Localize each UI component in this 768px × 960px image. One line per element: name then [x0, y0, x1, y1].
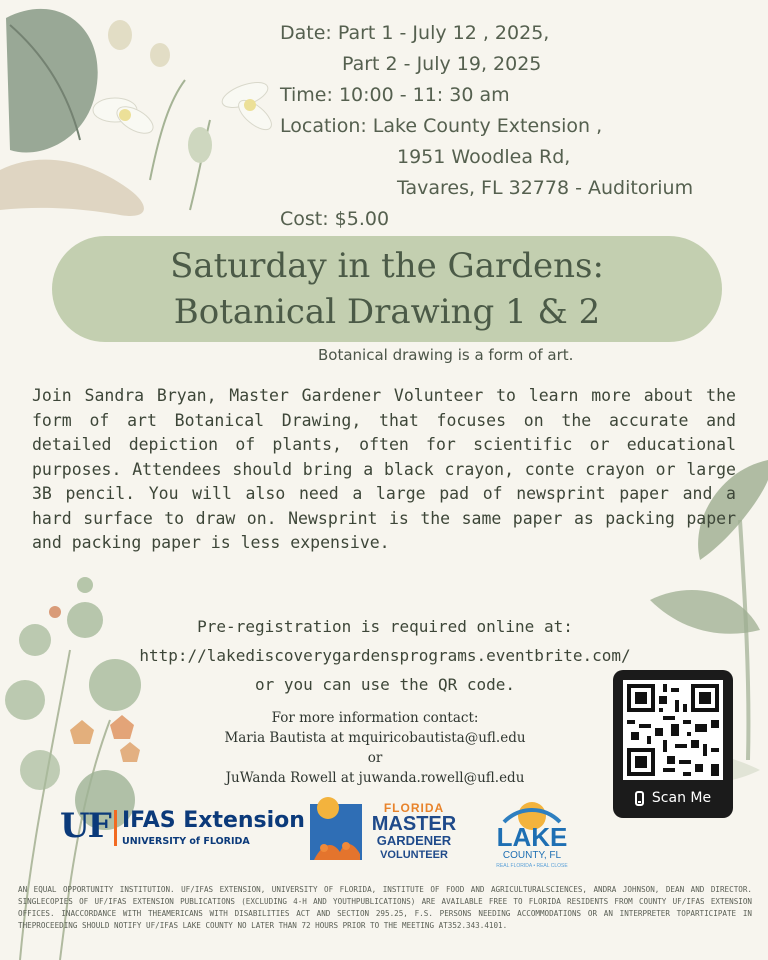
title-line-2: Botanical Drawing 1 & 2 — [173, 292, 601, 332]
lake-name: LAKE — [496, 822, 568, 852]
location-line-3: Tavares, FL 32778 - Auditorium — [397, 177, 694, 199]
contact-or: or — [367, 750, 383, 766]
contact-maria[interactable]: Maria Bautista at mquiricobautista@ufl.edu — [224, 730, 526, 746]
lake-tagline: REAL FLORIDA • REAL CLOSE — [496, 863, 568, 869]
description-paragraph: Join Sandra Bryan, Master Gardener Volunteer to learn more about the form of art Botanical Drawing, that focuses on the accurate and detailed depiction of plants, often for scientific or educational purposes. Attendees should bring a black crayon, conte crayon or large 3B pencil. You will also need a large pad of newsprint paper and a hard surface to draw on. Newsprint is the same paper as packing paper and packing paper is less expensive. — [32, 386, 736, 552]
title-line-1: Saturday in the Gardens: — [170, 246, 604, 286]
date-line-1: Date: Part 1 - July 12 , 2025, — [280, 22, 550, 44]
uf-mark: UF — [60, 806, 110, 846]
uf-university-text: UNIVERSITY of FLORIDA — [122, 836, 250, 847]
contact-juwanda[interactable]: JuWanda Rowell at juwanda.rowell@ufl.edu — [225, 770, 525, 786]
title-banner — [52, 236, 722, 342]
uf-ifas-text: IFAS Extension — [122, 808, 305, 833]
mg-line-3: GARDENER — [376, 833, 452, 848]
time-line: Time: 10:00 - 11: 30 am — [280, 84, 510, 106]
lake-county: COUNTY, FL — [502, 850, 562, 861]
registration-url[interactable]: http://lakediscoverygardensprograms.eventbrite.com/ — [139, 646, 631, 665]
date-line-2: Part 2 - July 19, 2025 — [342, 53, 542, 75]
mg-line-2: MASTER — [371, 813, 457, 835]
location-line-1: Location: Lake County Extension , — [280, 115, 603, 137]
phone-icon — [635, 791, 644, 806]
contact-heading: For more information contact: — [271, 710, 479, 726]
qr-code[interactable] — [623, 680, 723, 780]
event-details — [280, 18, 693, 235]
master-gardener-logo — [310, 794, 466, 864]
uf-ifas-logo — [60, 806, 305, 850]
uf-divider — [114, 810, 117, 846]
registration-line-3: or you can use the QR code. — [254, 675, 516, 694]
scan-me-text: Scan Me — [651, 790, 712, 806]
footer-disclaimer: AN EQUAL OPPORTUNITY INSTITUTION. UF/IFAS EXTENSION, UNIVERSITY OF FLORIDA, INSTITUTE OF FOOD AND AGRICULTURALSCIENCES, ANDRA JOHNSON, DEAN AND DIRECTOR. SINGLECOPIES OF UF/IFAS EXTENSION PUBLICATIONS (EXCLUDING 4-H AND YOUTHPUBLICATIONS) ARE AVAILABLE FREE TO FLORIDA RESIDENTS FROM COUNTY UF/IFAS EXTENSION OFFICES. INACCORDANCE WITH THEAMERICANS WITH DISABILITIES ACT AND SECTION 295.25, F.S. PERSONS NEEDING ACCOMMODATIONS OR AN INTERPRETER TOPARTICIPATE IN THEPROCEEDING SHOULD NOTIFY UF/IFAS LAKE COUNTY NO LATER THAN 72 HOURS PRIOR TO THE MEETING AT352.343.4101. — [18, 885, 752, 930]
contact-info — [180, 708, 570, 788]
mg-line-1: FLORIDA — [383, 801, 445, 815]
subtitle: Botanical drawing is a form of art. — [318, 346, 574, 364]
location-line-2: 1951 Woodlea Rd, — [397, 146, 571, 168]
qr-code-card[interactable] — [613, 670, 733, 818]
registration-line-1: Pre-registration is required online at: — [197, 617, 573, 636]
scan-me-label — [613, 790, 733, 806]
cost-line: Cost: $5.00 — [280, 208, 390, 230]
mg-line-4: VOLUNTEER — [380, 849, 448, 861]
lake-county-logo — [484, 796, 580, 870]
